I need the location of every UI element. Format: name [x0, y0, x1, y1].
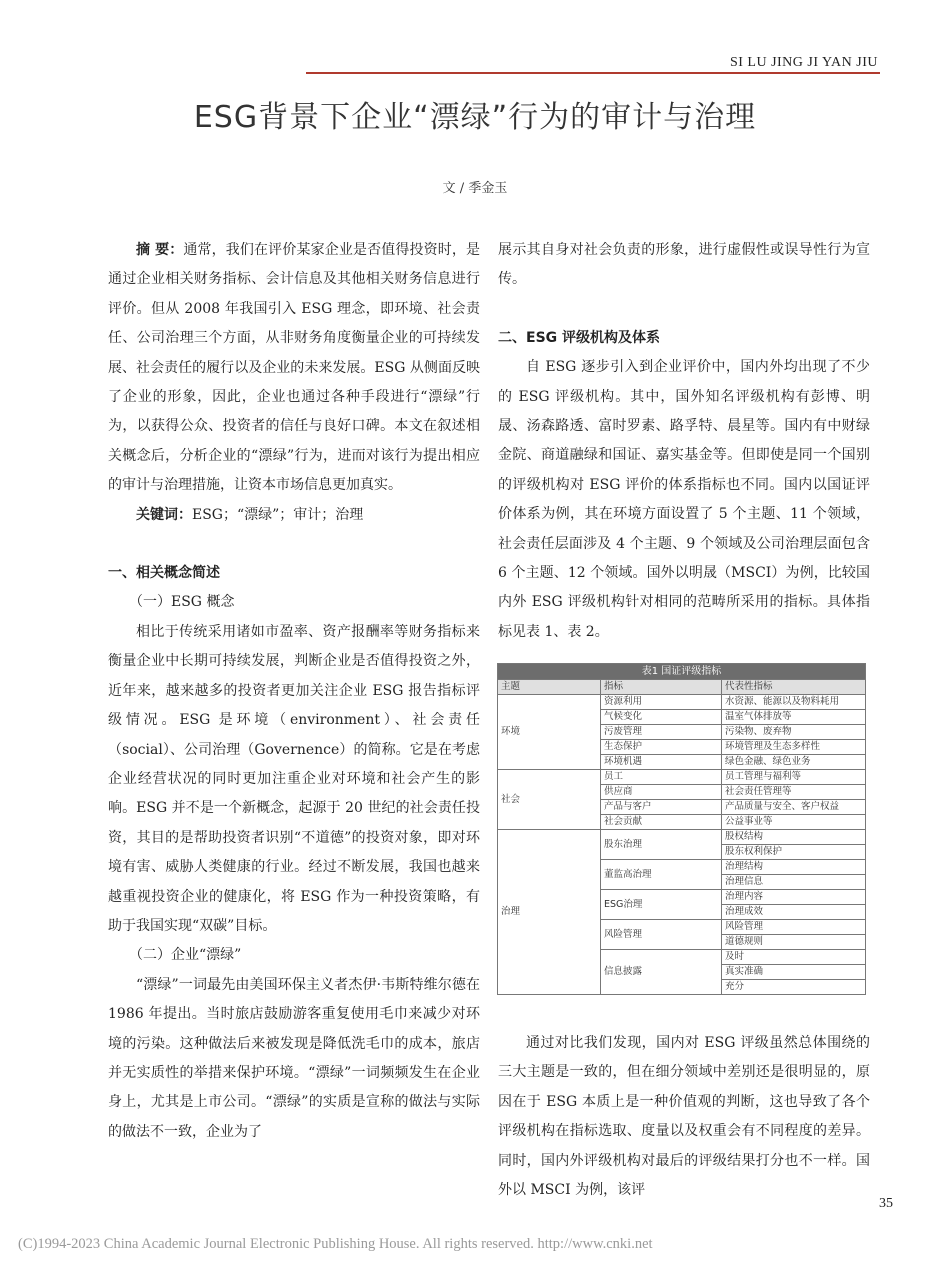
paragraph-esg-concept: 相比于传统采用诸如市盈率、资产报酬率等财务指标来衡量企业中长期可持续发展，判断企业是否值得投资之外，近年来，越来越多的投资者更加关注企业 ESG 报告指标评级情况。ESG 是环境（environment）、社会责任（social）、公司治理（Governence）的简称。它是在考虑企业经营状况的同时更加注重企业对环境和社会产生的影响。ESG 并不是一个新概念，起源于 20 世纪的社会责任投资，其目的是帮助投资者识别“不道德”的投资对象，即对环境有害、威胁人类健康的行业。经过不断发展，我国也越来越重视投资企业的健康化，将 ESG 作为一种投资策略，有助于我国实现“双碳”目标。 — [108, 623, 480, 934]
table-cell: 治理内容 — [722, 890, 866, 905]
section-heading-2: 二、ESG 评级机构及体系 — [498, 329, 661, 346]
abstract — [108, 236, 480, 501]
header-rule — [306, 72, 880, 74]
table-cell: 绿色金融、绿色业务 — [722, 755, 866, 770]
table-cell: 及时 — [722, 950, 866, 965]
paragraph-rating-agencies: 自 ESG 逐步引入到企业评价中，国内外均出现了不少的 ESG 评级机构。其中，国外知名评级机构有彭博、明晟、汤森路透、富时罗素、路孚特、晨星等。国内有中财绿金院、商道融绿和国证、嘉实基金等。但即使是同一个国别的评级机构对 ESG 评价的体系指标也不同。国内以国证评价体系为例，其在环境方面设置了 5 个主题、11 个领域，社会责任层面涉及 4 个主题、9 个领域及公司治理层面包含 6 个主题、12 个领域。国外以明晟（MSCI）为例，比较国内外 ESG 评级机构针对相同的范畴所采用的指标。具体指标见表 1、表 2。 — [498, 359, 870, 640]
table-theme-cell: 环境 — [498, 695, 601, 770]
table-cell: 风险管理 — [601, 920, 722, 950]
table-cell: 真实准确 — [722, 965, 866, 980]
author-byline: 文 / 季金玉 — [442, 181, 508, 196]
table-cell: 气候变化 — [601, 710, 722, 725]
paragraph-greenwashing: “漂绿”一词最先由美国环保主义者杰伊·韦斯特维尔德在 1986 年提出。当时旅店鼓励游客重复使用毛巾来减少对环境的污染。这种做法后来被发现是降低洗毛巾的成本，旅店并无实质性的举措来保护环境。“漂绿”一词频频发生在企业身上，尤其是上市公司。“漂绿”的实质是宣称的做法与实际的做法不一致，企业为了 — [108, 976, 480, 1140]
abstract-label: 摘 要： — [136, 242, 184, 258]
table-header-cell: 代表性指标 — [722, 680, 866, 695]
table-cell: 污废管理 — [601, 725, 722, 740]
section-heading-1: 一、相关概念简述 — [108, 565, 220, 582]
table-cell: 环境管理及生态多样性 — [722, 740, 866, 755]
table-cell: 水资源、能源以及物料耗用 — [722, 695, 866, 710]
table-1 — [497, 663, 866, 995]
table-cell: 股东治理 — [601, 830, 722, 860]
table-cell: 供应商 — [601, 785, 722, 800]
keywords-text: ESG；“漂绿”；审计；治理 — [192, 506, 364, 523]
keywords-label: 关键词： — [136, 506, 192, 523]
copyright-footer: (C)1994-2023 China Academic Journal Electronic Publishing House. All rights reserved. http://www.cnki.net — [18, 1236, 653, 1252]
table-cell: 信息披露 — [601, 950, 722, 995]
table-cell: 生态保护 — [601, 740, 722, 755]
table-cell: 董监高治理 — [601, 860, 722, 890]
right-column — [498, 236, 870, 647]
keywords — [108, 501, 480, 530]
table-cell: 股东权利保护 — [722, 845, 866, 860]
table-cell: 员工 — [601, 770, 722, 785]
table-cell: 风险管理 — [722, 920, 866, 935]
table-row — [498, 830, 866, 845]
abstract-text: 通常，我们在评价某家企业是否值得投资时，是通过企业相关财务指标、会计信息及其他相关财务信息进行评价。但从 2008 年我国引入 ESG 理念，即环境、社会责任、公司治理三个方面，从非财务角度衡量企业的可持续发展、社会责任的履行以及企业的未来发展。ESG 从侧面反映了企业的形象，因此，企业也通过各种手段进行“漂绿”行为，以获得公众、投资者的信任与良好口碑。本文在叙述相关概念后，分析企业的“漂绿”行为，进而对该行为提出相应的审计与治理措施，让资本市场信息更加真实。 — [108, 242, 481, 494]
table-caption: 表1 国证评级指标 — [498, 664, 866, 680]
journal-name: SI LU JING JI YAN JIU — [729, 55, 878, 70]
article-title: ESG背景下企业“漂绿”行为的审计与治理 — [193, 100, 757, 135]
table-header-cell: 主题 — [498, 680, 601, 695]
table-cell: 社会责任管理等 — [722, 785, 866, 800]
subsection-heading-2: （二）企业“漂绿” — [129, 947, 242, 964]
table-cell: ESG治理 — [601, 890, 722, 920]
paragraph-continued: 展示其自身对社会负责的形象，进行虚假性或误导性行为宣传。 — [498, 242, 870, 288]
table-cell: 治理信息 — [722, 875, 866, 890]
table-row — [498, 770, 866, 785]
left-column — [108, 236, 480, 1147]
table-cell: 充分 — [722, 980, 866, 995]
table-cell: 产品与客户 — [601, 800, 722, 815]
table-cell: 员工管理与福利等 — [722, 770, 866, 785]
table-cell: 公益事业等 — [722, 815, 866, 830]
page-number: 35 — [879, 1196, 893, 1211]
table-row — [498, 695, 866, 710]
table-theme-cell: 治理 — [498, 830, 601, 995]
subsection-heading-1: （一）ESG 概念 — [129, 594, 235, 611]
table-cell: 温室气体排放等 — [722, 710, 866, 725]
table-cell: 资源利用 — [601, 695, 722, 710]
table-cell: 污染物、废弃物 — [722, 725, 866, 740]
table-header-cell: 指标 — [601, 680, 722, 695]
table-cell: 治理成效 — [722, 905, 866, 920]
table-cell: 社会贡献 — [601, 815, 722, 830]
paragraph-comparison: 通过对比我们发现，国内对 ESG 评级虽然总体围绕的三大主题是一致的，但在细分领域中差别还是很明显的，原因在于 ESG 本质上是一种价值观的判断，这也导致了各个评级机构在指标选取、度量以及权重会有不同程度的差异。同时，国内外评级机构对最后的评级结果打分也不一样。国外以 MSCI 为例，该评 — [498, 1035, 870, 1199]
table-theme-cell: 社会 — [498, 770, 601, 830]
table-cell: 环境机遇 — [601, 755, 722, 770]
right-column-lower — [498, 1029, 870, 1205]
table-cell: 道德规则 — [722, 935, 866, 950]
table-cell: 产品质量与安全、客户权益 — [722, 800, 866, 815]
table-cell: 治理结构 — [722, 860, 866, 875]
table-cell: 股权结构 — [722, 830, 866, 845]
